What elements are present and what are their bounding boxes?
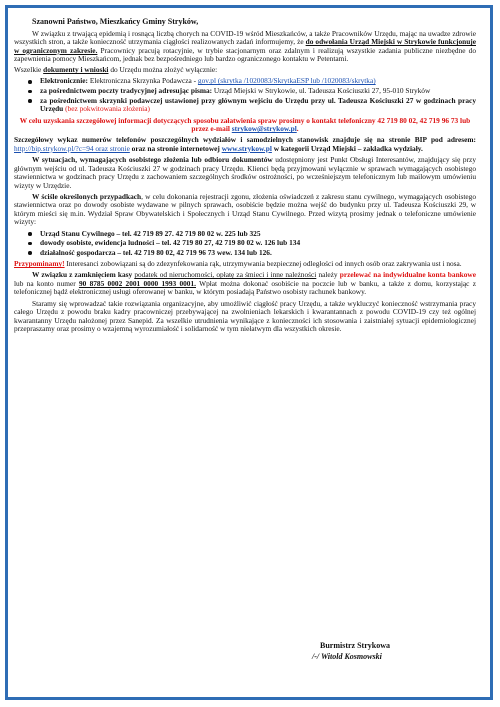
signature-name: /-/ Witold Kosmowski	[312, 652, 382, 661]
list-item: Elektronicznie: Elektroniczna Skrzynka Podawcza - gov.pl (skrytka /1020083/SkrytkaESP lub /1020083/skrytka)	[40, 77, 476, 86]
list-item: za pośrednictwem poczty tradycyjnej adresując pisma: Urząd Miejski w Strykowie, ul. Tadeusza Kościuszki 27, 95-010 Stryków	[40, 87, 476, 96]
customer-service-paragraph: W sytuacjach, wymagających osobistego złożenia lub odbioru dokumentów udostępniony jest Punkt Obsługi Interesantów, znajdujący się przy głównym wejściu od ul. Tadeusza Kościuszki 27 w godzinach pracy Urzędu. Klienci będą przyjmowani wyłącznie w sprawach wymagających osobistego stawiennictwa w godzinach pracy Urzędu z zachowaniem szczególnych środków ostrożności, po wcześniejszym telefonicznym lub mailowym umówieniu wizyty w Urzędzie.	[14, 155, 476, 190]
email-link[interactable]: strykow@strykow.pl	[231, 124, 297, 134]
list-item: dowody osobiste, ewidencja ludności – tel. 42 719 80 27, 42 719 80 02 w. 126 lub 134	[40, 239, 476, 248]
reminder-paragraph: Przypominamy! Interesanci zobowiązani są do zdezynfekowania rąk, utrzymywania bezpiecznej odległości od innych osób oraz zakrywania ust i nosa.	[14, 259, 462, 269]
documents-paragraph: Wszelkie dokumenty i wnioski do Urzędu można złożyć wyłącznie:	[14, 65, 218, 75]
intro-paragraph: W związku z trwającą epidemią i rosnącą liczbą chorych na COVID-19 wśród Mieszkańców, a także Pracowników Urzędu, mając na uwadze zdrowie wszystkich stron, a także konieczność utrzymania ciągłości realizowanych zadań informujemy, że do odwołania Urząd Miejski w Strykowie funkcjonuje w ograniczonym zakresie. Pracownicy pracują rotacyjnie, w trybie stacjonarnym oraz zdalnym i realizują wszystkie zadania publiczne niezbędne do zapewnienia pomocy Mieszkańcom, jednak bez bezpośredniego lub bardzo ograniczonego kontaktu w Petentami.	[14, 28, 476, 64]
payments-paragraph: W związku z zamknięciem kasy podatek od nieruchomości, opłatę za śmieci i inne należności należy przelewać na indywidualne konta bankowe lub na konto numer 90 8785 0002 2001 0000 1993 0001. Wpłat można dokonać osobiście na poczcie lub w banku, a także z domu, korzystając z telefonicznej bądź elektronicznej usługi oferowanej w banku, w którym posiadają Państwo osobisty rachunek bankowy.	[14, 270, 476, 297]
bip-link[interactable]: http://bip.strykow.pl/?c=94 oraz stronie	[14, 143, 130, 153]
department-phones-list	[14, 230, 476, 258]
signature-title: Burmistrz Strykowa	[320, 641, 390, 650]
contact-notice: W celu uzyskania szczegółowej informacji dotyczących sposobu załatwienia spraw prosimy o kontakt telefoniczny 42 719 80 02, 42 719 96 73 lub przez e-mail strykow@strykow.pl.	[19, 115, 471, 134]
special-cases-paragraph: W ściśle określonych przypadkach, w celu dokonania rejestracji zgonu, złożenia oświadczeń z zakresu stanu cywilnego, wymagających osobistego stawiennictwa oraz po dowody osobiste wydawane w pilnych sprawach, osobiście będzie można wejść do budynku przy ul. Tadeusza Kościuszki 29, w którym mieści się m.in. Wydział Spraw Obywatelskich i Społecznych i Urząd Stanu Cywilnego. Przed wizytą prosimy jednak o telefoniczne umówienie wizyty:	[14, 191, 476, 227]
closing-paragraph: Staramy się wprowadzać takie rozwiązania organizacyjne, aby umożliwić ciągłość pracy Urzędu, a także wykluczyć konieczność wstrzymania pracy całego Urzędu z powodu braku kadry pracowniczej przebywającej na zwolnieniach lekarskich i kwarantannach z powodu COVID-19 czy też ogólnej kwarantanny Urzędu nałożonej przez Sanepid. Za wszelkie utrudnienia wynikające z konieczności ich stosowania i zaistniałej sytuacji epidemiologicznej przepraszamy oraz prosimy o wzajemną wyrozumiałość i solidarność w tym niełatwym dla wszystkich okresie.	[14, 298, 476, 334]
website-link[interactable]: www.strykow.pl	[221, 143, 272, 153]
phone-list-paragraph: Szczegółowy wykaz numerów telefonów poszczególnych wydziałów i samodzielnych stanowisk znajduje się na stronie BIP pod adresem: http://bip.strykow.pl/?c=94 oraz stronie oraz na stronie internetowej www.strykow.pl w kategorii Urząd Miejski – zakładka wydziały.	[14, 135, 476, 153]
list-item: działalność gospodarcza – tel. 42 719 80 02, 42 719 96 73 wew. 134 lub 126.	[40, 249, 476, 258]
list-item: Urząd Stanu Cywilnego – tel. 42 719 89 27. 42 719 80 02 w. 225 lub 325	[40, 230, 476, 239]
submission-methods-list	[14, 77, 476, 113]
notice-document	[14, 18, 476, 336]
greeting: Szanowni Państwo, Mieszkańcy Gminy Stryków,	[32, 17, 199, 26]
list-item: za pośrednictwem skrzynki podawczej ustawionej przy głównym wejściu do Urzędu przy ul. Tadeusza Kościuszki 27 w godzinach pracy Urzędu (bez pokwitowania złożenia)	[40, 95, 476, 114]
signature-block	[290, 640, 490, 662]
esp-link[interactable]: gov.pl (skrytka /1020083/SkrytkaESP lub /1020083/skrytka)	[197, 76, 376, 86]
